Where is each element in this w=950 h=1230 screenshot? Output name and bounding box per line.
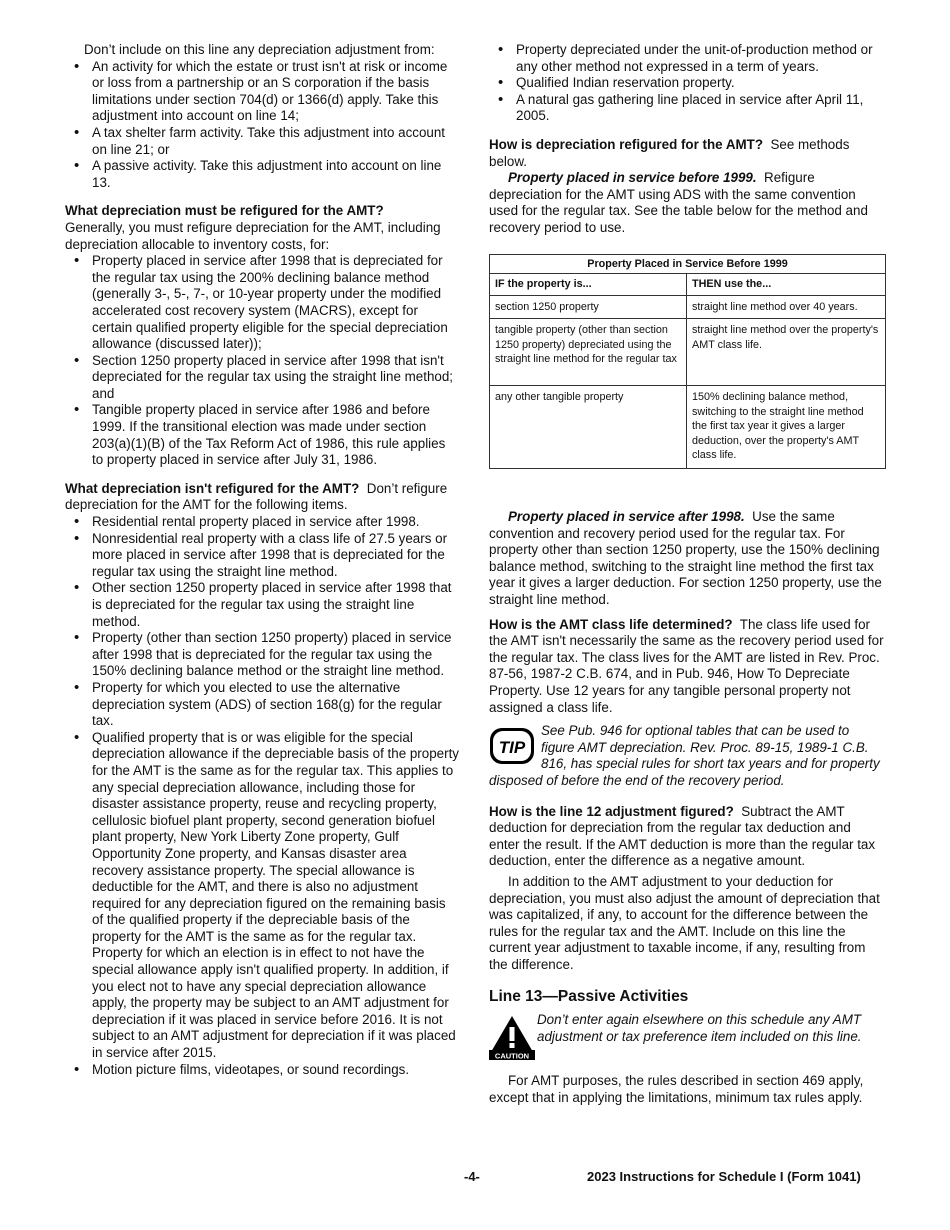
list-item: • Qualified property that is or was eligible for the special depreciation allowance if the depreciable basis of the property for the AMT is the same as for the regular tax. This applies to any special depreciation allowance, including those for disaster assistance property, reuse and recycling property, cellulosic biofuel plant property, second generation biofuel plant property, New York Liberty Zone property, Gulf Opportunity Zone property, and Kansas disaster area recovery assistance property. The special allowance is deductible for the AMT, and there is also no adjustment required for any depreciation figured on the remaining basis of the qualified property if the depreciable basis of the property for the AMT is the same as for the regular tax. Property for which an election is in effect to not have the special allowance apply isn't qualified property. In addition, if you elect not to have any special depreciation allowance apply, the property may be subject to an AMT adjustment for depreciation if it was placed in service before 2016. It is not subject to an AMT adjustment for depreciation if it was placed in service after 2015. [65, 730, 460, 1062]
must-list [65, 253, 460, 469]
must-text: Generally, you must refigure depreciation for the AMT, including depreciation allocable to inventory costs, for: [65, 219, 441, 252]
continued-list [489, 42, 885, 125]
table-cell: 150% declining balance method, switching to the straight line method the first tax year it gives a larger deduction, over the property's AMT class life. [687, 386, 886, 469]
list-item: • Qualified Indian reservation property. [489, 75, 885, 92]
before-paragraph [489, 170, 885, 236]
class-text: The class life used for the AMT isn't necessarily the same as the recovery period used for the regular tax. The class lives for the AMT are listed in Rev. Proc. 87-56, 1987-2 C.B. 674, and in Pub. 946, How To Depreciate Property. Use 12 years for any tangible personal property not assigned a class life. [489, 616, 884, 715]
list-item: • A tax shelter farm activity. Take this adjustment into account on line 21; or [65, 125, 460, 158]
table-row [490, 319, 886, 386]
line13-heading: Line 13—Passive Activities [489, 988, 689, 1006]
table-header: IF the property is... [490, 274, 687, 296]
isnt-heading: What depreciation isn't refigured for the AMT? [65, 480, 360, 496]
list-item: • Property depreciated under the unit-of-production method or any other method not expressed in a term of years. [489, 42, 885, 75]
table-header: THEN use the... [687, 274, 886, 296]
table-cell: any other tangible property [490, 386, 687, 469]
list-item: • Section 1250 property placed in service after 1998 that isn't depreciated for the regular tax using the straight line method; and [65, 353, 460, 403]
table-cell: straight line method over 40 years. [687, 295, 886, 319]
isnt-text: Don’t refigure depreciation for the AMT for the following items. [65, 480, 448, 513]
left-column [65, 42, 460, 1078]
class-section [489, 617, 885, 717]
tip-icon [489, 726, 537, 766]
must-section [65, 203, 460, 253]
tip-note [489, 723, 885, 789]
how-text: See methods below. [489, 136, 850, 169]
list-item: • An activity for which the estate or trust isn't at risk or income or loss from a partnership or an S corporation if the basis limitations under section 704(d) or 1366(d) apply. Take this adjustment into account on line 14; [65, 59, 460, 125]
must-heading: What depreciation must be refigured for the AMT? [65, 203, 384, 219]
after-paragraph [489, 509, 885, 609]
isnt-section [65, 481, 460, 514]
list-item: • Nonresidential real property with a class life of 27.5 years or more placed in service after 1998 that is depreciated for the regular tax using the straight line method. [65, 531, 460, 581]
depreciation-table [489, 254, 886, 470]
table-row [490, 386, 886, 469]
list-item: • Residential rental property placed in service after 1998. [65, 514, 460, 531]
how-heading: How is depreciation refigured for the AMT? [489, 136, 764, 152]
table-cell: section 1250 property [490, 295, 687, 319]
caution-label: CAUTION [494, 1051, 530, 1061]
how-section [489, 137, 885, 170]
line12-heading: How is the line 12 adjustment figured? [489, 803, 734, 819]
table-caption: Property Placed in Service Before 1999 [490, 254, 886, 274]
list-item: • A natural gas gathering line placed in service after April 11, 2005. [489, 92, 885, 125]
footer-title: 2023 Instructions for Schedule I (Form 1041) [587, 1169, 861, 1184]
caution-icon [489, 1014, 535, 1060]
table-row [490, 295, 886, 319]
after-heading: Property placed in service after 1998. [508, 509, 745, 525]
intro-paragraph: Don’t include on this line any depreciation adjustment from: [84, 42, 435, 57]
line13-paragraph: For AMT purposes, the rules described in section 469 apply, except that in applying the limitations, minimum tax rules apply. [489, 1073, 864, 1105]
after-text: Use the same convention and recovery period used for the regular tax. For property other than section 1250 property, use the 150% declining balance method, switching to the straight line method the first tax year it gives a larger deduction. For section 1250 property, use the straight line method. [489, 509, 882, 607]
page-number: -4- [464, 1169, 480, 1184]
intro-list [65, 59, 460, 192]
line12-text: Subtract the AMT deduction for depreciation from the regular tax deduction and enter the result. If the AMT deduction is more than the regular tax deduction, enter the difference as a negative amount. [489, 803, 876, 869]
caution-note [489, 1012, 885, 1065]
caution-icon-wrap [489, 1014, 537, 1065]
line12-paragraph-2: In addition to the AMT adjustment to your deduction for depreciation, you must also adjust the amount of depreciation that was capitalized, if any, to account for the difference between the rules for the regular tax and the AMT. Include on this line the current year adjustment to taxable income, if any, resulting from the difference. [489, 873, 880, 972]
table-cell: tangible property (other than section 1250 property) depreciated using the straight line method for the regular tax [490, 319, 687, 386]
list-item: • Property (other than section 1250 property) placed in service after 1998 that is depreciated for the regular tax using the 150% declining balance method or the straight line method. [65, 630, 460, 680]
tip-label: TIP [498, 738, 526, 758]
list-item: • Property for which you elected to use the alternative depreciation system (ADS) of section 168(g) for the regular tax. [65, 680, 460, 730]
list-item: • Motion picture films, videotapes, or sound recordings. [65, 1062, 460, 1079]
before-text: Refigure depreciation for the AMT using ADS with the same convention used for the regular tax. See the table below for the method and recovery period to use. [489, 170, 868, 235]
tip-text-block [489, 723, 885, 789]
list-item: • Property placed in service after 1998 that is depreciated for the regular tax using the 200% declining balance method (generally 3-, 5-, 7-, or 10-year property under the modified accelerated cost recovery system (MACRS), except for certain qualified property eligible for the special depreciation allowance (discussed later)); [65, 253, 460, 353]
table-cell: straight line method over the property's AMT class life. [687, 319, 886, 386]
before-heading: Property placed in service before 1999. [508, 170, 757, 186]
list-item: • Other section 1250 property placed in service after 1998 that is depreciated for the regular tax using the straight line method. [65, 580, 460, 630]
list-item: • A passive activity. Take this adjustment into account on line 13. [65, 158, 460, 191]
isnt-list [65, 514, 460, 1078]
tip-text: See Pub. 946 for optional tables that can be used to figure AMT depreciation. Rev. Proc. 89-15, 1989-1 C.B. 816, has special rules for short tax years and for property disposed of before the end of the recovery period. [489, 723, 880, 788]
class-heading: How is the AMT class life determined? [489, 616, 733, 632]
caution-text: Don’t enter again elsewhere on this schedule any AMT adjustment or tax preference item included on this line. [537, 1012, 862, 1045]
right-column [489, 42, 885, 1106]
list-item: • Tangible property placed in service after 1986 and before 1999. If the transitional election was made under section 203(a)(1)(B) of the Tax Reform Act of 1986, this rule applies to property placed in service after July 31, 1986. [65, 402, 460, 468]
line12-section [489, 804, 885, 870]
